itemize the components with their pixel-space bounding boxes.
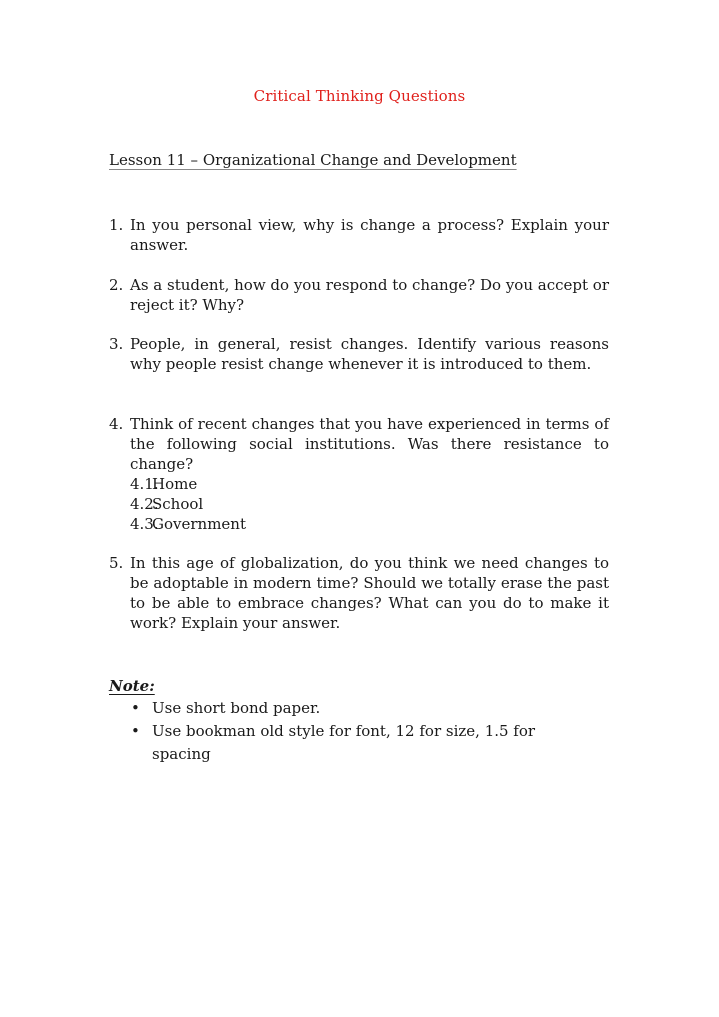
note-item-text: Use bookman old style for font, 12 for size, 1.5 for spacing [152, 722, 536, 763]
question-number: 2. [109, 276, 124, 294]
question-text: Think of recent changes that you have experienced in terms of the following social institutions. Was there resistance to change? [130, 415, 609, 473]
question-text: People, in general, resist changes. Identify various reasons why people resist change whenever it is introduced to them. [130, 335, 609, 373]
sub-item-label: School [152, 495, 204, 513]
question-2 [109, 275, 609, 315]
question-number: 5. [109, 554, 124, 572]
sub-item-list [109, 474, 609, 534]
note-item [131, 697, 581, 720]
document-title: Critical Thinking Questions [253, 87, 466, 105]
sub-item-label: Government [152, 515, 246, 533]
note-item [131, 720, 581, 766]
question-5 [109, 553, 609, 633]
question-text: As a student, how do you respond to change? Do you accept or reject it? Why? [130, 276, 609, 314]
question-4 [109, 414, 609, 534]
note-item-text: Use short bond paper. [152, 699, 321, 717]
question-1 [109, 215, 609, 255]
note-heading: Note: [109, 677, 155, 695]
bullet-icon: • [131, 722, 140, 740]
note-list [131, 697, 581, 766]
question-number: 3. [109, 335, 124, 353]
bullet-icon: • [131, 699, 140, 717]
sub-item [109, 494, 609, 514]
question-number: 4. [109, 415, 124, 433]
sub-item-label: Home [152, 475, 198, 493]
question-text: In you personal view, why is change a process? Explain your answer. [130, 216, 609, 254]
question-text: In this age of globalization, do you think we need changes to be adoptable in modern time? Should we totally erase the past to be able to embrace changes? What can you do to make it work? Explain your answer. [130, 554, 609, 632]
sub-item [109, 514, 609, 534]
question-number: 1. [109, 216, 124, 234]
sub-item-number: 4.2. [130, 495, 159, 513]
question-3 [109, 334, 609, 374]
sub-item [109, 474, 609, 494]
sub-item-number: 4.3. [130, 515, 159, 533]
sub-item-number: 4.1. [130, 475, 159, 493]
lesson-heading: Lesson 11 – Organizational Change and Development [109, 151, 517, 169]
